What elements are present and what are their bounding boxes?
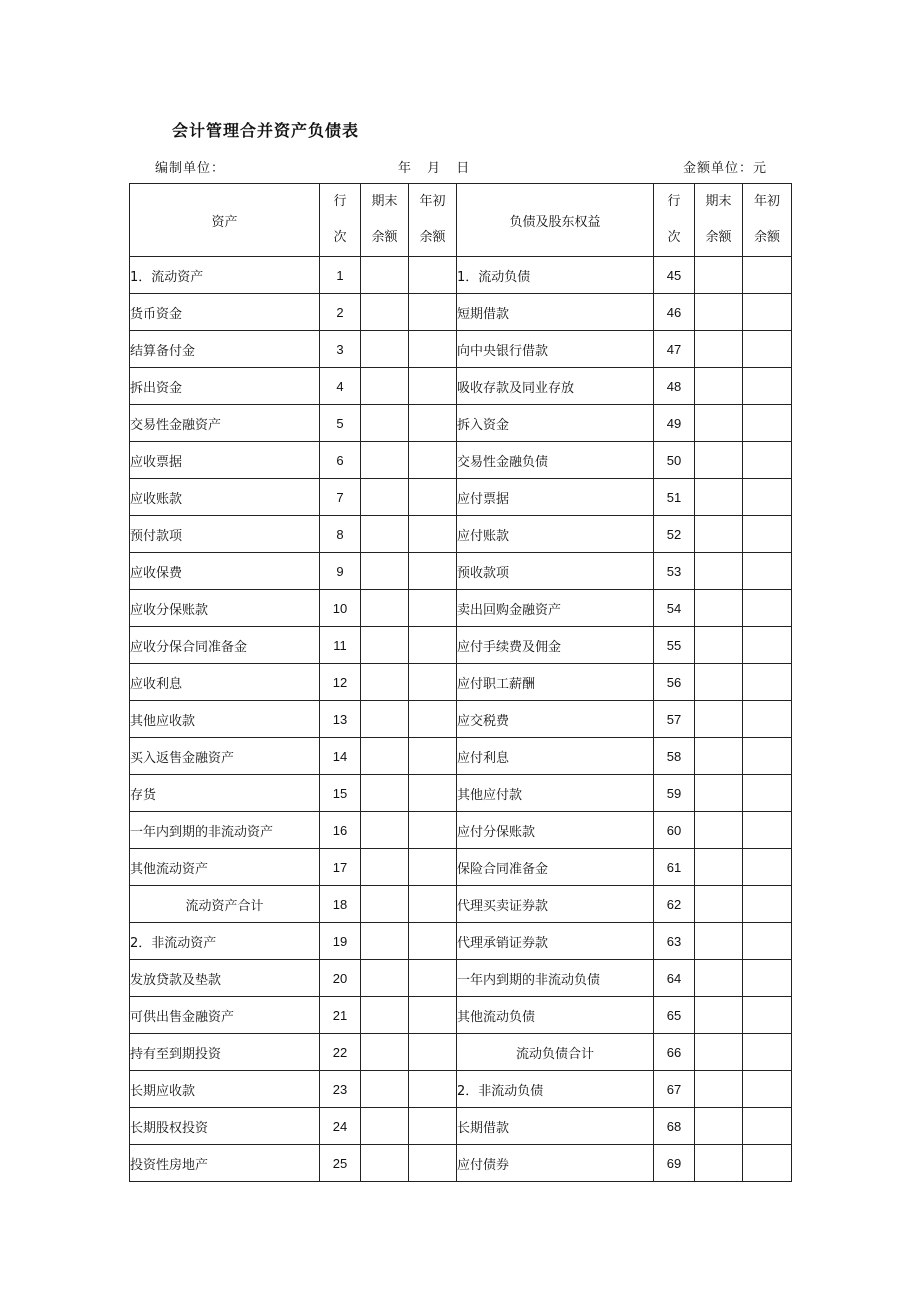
liability-name: 一年内到期的非流动负债 bbox=[457, 960, 654, 997]
asset-row-number: 23 bbox=[320, 1071, 361, 1108]
asset-begin-balance-cell[interactable] bbox=[409, 960, 457, 997]
asset-end-balance-cell[interactable] bbox=[361, 1145, 409, 1182]
liability-row-number: 62 bbox=[654, 886, 695, 923]
liability-end-balance-cell[interactable] bbox=[695, 1108, 743, 1145]
liability-end-balance-cell[interactable] bbox=[695, 331, 743, 368]
asset-row-number: 21 bbox=[320, 997, 361, 1034]
liability-row-number: 63 bbox=[654, 923, 695, 960]
liability-row-number: 64 bbox=[654, 960, 695, 997]
asset-row-number: 13 bbox=[320, 701, 361, 738]
table-row bbox=[130, 368, 792, 405]
header-begin-balance bbox=[409, 184, 457, 257]
liability-row-number: 69 bbox=[654, 1145, 695, 1182]
date-label: 年 月 日 bbox=[398, 161, 471, 176]
table-row bbox=[130, 997, 792, 1034]
liability-row-number: 60 bbox=[654, 812, 695, 849]
header-begin-balance-line1: 年初 bbox=[419, 194, 446, 209]
liability-begin-balance-cell[interactable] bbox=[743, 1108, 792, 1145]
header-end-balance-line2: 余额 bbox=[371, 230, 398, 245]
liability-begin-balance-cell[interactable] bbox=[743, 442, 792, 479]
liability-name: 长期借款 bbox=[457, 1108, 654, 1145]
asset-end-balance-cell[interactable] bbox=[361, 1071, 409, 1108]
liability-begin-balance-cell[interactable] bbox=[743, 405, 792, 442]
asset-begin-balance-cell[interactable] bbox=[409, 627, 457, 664]
liability-begin-balance-cell[interactable] bbox=[743, 664, 792, 701]
asset-row-number: 17 bbox=[320, 849, 361, 886]
liability-begin-balance-cell[interactable] bbox=[743, 886, 792, 923]
asset-name: 拆出资金 bbox=[130, 368, 320, 405]
liability-begin-balance-cell[interactable] bbox=[743, 997, 792, 1034]
asset-begin-balance-cell[interactable] bbox=[409, 738, 457, 775]
liability-name: 向中央银行借款 bbox=[457, 331, 654, 368]
header-row-number-right-line2: 次 bbox=[667, 230, 681, 245]
balance-sheet-table bbox=[129, 183, 792, 1182]
asset-end-balance-cell[interactable] bbox=[361, 997, 409, 1034]
liability-row-number: 49 bbox=[654, 405, 695, 442]
table-header-row bbox=[130, 184, 792, 257]
liability-name: 短期借款 bbox=[457, 294, 654, 331]
liability-end-balance-cell[interactable] bbox=[695, 960, 743, 997]
liability-begin-balance-cell[interactable] bbox=[743, 479, 792, 516]
liability-begin-balance-cell[interactable] bbox=[743, 1034, 792, 1071]
table-row bbox=[130, 553, 792, 590]
asset-name: 应收保费 bbox=[130, 553, 320, 590]
asset-begin-balance-cell[interactable] bbox=[409, 590, 457, 627]
asset-name: 应收利息 bbox=[130, 664, 320, 701]
asset-name: 交易性金融资产 bbox=[130, 405, 320, 442]
liability-end-balance-cell[interactable] bbox=[695, 664, 743, 701]
asset-end-balance-cell[interactable] bbox=[361, 553, 409, 590]
header-begin-balance-right-line1: 年初 bbox=[753, 194, 780, 209]
liability-name: 应付债券 bbox=[457, 1145, 654, 1182]
liability-row-number: 50 bbox=[654, 442, 695, 479]
liability-end-balance-cell[interactable] bbox=[695, 257, 743, 294]
liability-begin-balance-cell[interactable] bbox=[743, 627, 792, 664]
liability-name: 保险合同准备金 bbox=[457, 849, 654, 886]
liability-end-balance-cell[interactable] bbox=[695, 516, 743, 553]
asset-end-balance-cell[interactable] bbox=[361, 516, 409, 553]
liability-name: 其他应付款 bbox=[457, 775, 654, 812]
asset-end-balance-cell[interactable] bbox=[361, 923, 409, 960]
liability-row-number: 47 bbox=[654, 331, 695, 368]
liability-row-number: 67 bbox=[654, 1071, 695, 1108]
asset-row-number: 12 bbox=[320, 664, 361, 701]
liability-row-number: 68 bbox=[654, 1108, 695, 1145]
asset-end-balance-cell[interactable] bbox=[361, 331, 409, 368]
table-row bbox=[130, 664, 792, 701]
liability-name: 2．非流动负债 bbox=[457, 1071, 654, 1108]
asset-begin-balance-cell[interactable] bbox=[409, 664, 457, 701]
asset-name: 长期股权投资 bbox=[130, 1108, 320, 1145]
asset-begin-balance-cell[interactable] bbox=[409, 997, 457, 1034]
table-row bbox=[130, 479, 792, 516]
liability-end-balance-cell[interactable] bbox=[695, 294, 743, 331]
table-row bbox=[130, 775, 792, 812]
asset-end-balance-cell[interactable] bbox=[361, 1034, 409, 1071]
asset-name: 其他应收款 bbox=[130, 701, 320, 738]
asset-name: 应收分保账款 bbox=[130, 590, 320, 627]
liability-row-number: 58 bbox=[654, 738, 695, 775]
asset-name: 应收分保合同准备金 bbox=[130, 627, 320, 664]
liability-end-balance-cell[interactable] bbox=[695, 923, 743, 960]
asset-name: 1．流动资产 bbox=[130, 257, 320, 294]
table-row bbox=[130, 923, 792, 960]
liability-row-number: 52 bbox=[654, 516, 695, 553]
asset-end-balance-cell[interactable] bbox=[361, 368, 409, 405]
table-row bbox=[130, 849, 792, 886]
asset-name: 可供出售金融资产 bbox=[130, 997, 320, 1034]
asset-row-number: 1 bbox=[320, 257, 361, 294]
liability-row-number: 51 bbox=[654, 479, 695, 516]
liability-end-balance-cell[interactable] bbox=[695, 1145, 743, 1182]
liability-begin-balance-cell[interactable] bbox=[743, 294, 792, 331]
liability-row-number: 46 bbox=[654, 294, 695, 331]
asset-name: 存货 bbox=[130, 775, 320, 812]
asset-begin-balance-cell[interactable] bbox=[409, 368, 457, 405]
asset-begin-balance-cell[interactable] bbox=[409, 479, 457, 516]
asset-row-number: 7 bbox=[320, 479, 361, 516]
liability-name: 应付职工薪酬 bbox=[457, 664, 654, 701]
liability-begin-balance-cell[interactable] bbox=[743, 738, 792, 775]
currency-unit-label: 金额单位：元 bbox=[683, 161, 768, 176]
header-end-balance-right-line2: 余额 bbox=[705, 230, 732, 245]
asset-row-number: 3 bbox=[320, 331, 361, 368]
table-row bbox=[130, 405, 792, 442]
liability-name: 应付利息 bbox=[457, 738, 654, 775]
header-end-balance-line1: 期末 bbox=[371, 194, 398, 209]
asset-end-balance-cell[interactable] bbox=[361, 405, 409, 442]
asset-name: 流动资产合计 bbox=[130, 886, 320, 923]
asset-row-number: 14 bbox=[320, 738, 361, 775]
header-assets: 资产 bbox=[130, 184, 320, 257]
liability-begin-balance-cell[interactable] bbox=[743, 849, 792, 886]
asset-name: 一年内到期的非流动资产 bbox=[130, 812, 320, 849]
liability-begin-balance-cell[interactable] bbox=[743, 812, 792, 849]
liability-end-balance-cell[interactable] bbox=[695, 812, 743, 849]
prepared-by-label: 编制单位： bbox=[155, 161, 226, 176]
asset-end-balance-cell[interactable] bbox=[361, 257, 409, 294]
asset-end-balance-cell[interactable] bbox=[361, 738, 409, 775]
asset-name: 其他流动资产 bbox=[130, 849, 320, 886]
liability-row-number: 48 bbox=[654, 368, 695, 405]
table-row bbox=[130, 886, 792, 923]
liability-end-balance-cell[interactable] bbox=[695, 627, 743, 664]
liability-end-balance-cell[interactable] bbox=[695, 849, 743, 886]
asset-begin-balance-cell[interactable] bbox=[409, 701, 457, 738]
asset-begin-balance-cell[interactable] bbox=[409, 775, 457, 812]
liability-name: 交易性金融负债 bbox=[457, 442, 654, 479]
liability-begin-balance-cell[interactable] bbox=[743, 516, 792, 553]
asset-end-balance-cell[interactable] bbox=[361, 701, 409, 738]
asset-begin-balance-cell[interactable] bbox=[409, 1034, 457, 1071]
asset-row-number: 22 bbox=[320, 1034, 361, 1071]
asset-name: 买入返售金融资产 bbox=[130, 738, 320, 775]
page-title: 会计管理合并资产负债表 bbox=[172, 121, 360, 140]
asset-row-number: 9 bbox=[320, 553, 361, 590]
asset-row-number: 18 bbox=[320, 886, 361, 923]
asset-row-number: 19 bbox=[320, 923, 361, 960]
liability-begin-balance-cell[interactable] bbox=[743, 331, 792, 368]
asset-row-number: 25 bbox=[320, 1145, 361, 1182]
liability-end-balance-cell[interactable] bbox=[695, 738, 743, 775]
asset-end-balance-cell[interactable] bbox=[361, 294, 409, 331]
asset-begin-balance-cell[interactable] bbox=[409, 1145, 457, 1182]
asset-row-number: 16 bbox=[320, 812, 361, 849]
asset-end-balance-cell[interactable] bbox=[361, 960, 409, 997]
liability-begin-balance-cell[interactable] bbox=[743, 257, 792, 294]
table-row bbox=[130, 590, 792, 627]
table-row bbox=[130, 1145, 792, 1182]
liability-begin-balance-cell[interactable] bbox=[743, 701, 792, 738]
asset-begin-balance-cell[interactable] bbox=[409, 553, 457, 590]
asset-end-balance-cell[interactable] bbox=[361, 627, 409, 664]
header-row-number bbox=[320, 184, 361, 257]
asset-begin-balance-cell[interactable] bbox=[409, 405, 457, 442]
asset-name: 持有至到期投资 bbox=[130, 1034, 320, 1071]
liability-name: 吸收存款及同业存放 bbox=[457, 368, 654, 405]
header-row-number-right bbox=[654, 184, 695, 257]
asset-begin-balance-cell[interactable] bbox=[409, 294, 457, 331]
asset-row-number: 8 bbox=[320, 516, 361, 553]
asset-end-balance-cell[interactable] bbox=[361, 1108, 409, 1145]
header-end-balance-right-line1: 期末 bbox=[705, 194, 732, 209]
asset-begin-balance-cell[interactable] bbox=[409, 516, 457, 553]
asset-begin-balance-cell[interactable] bbox=[409, 812, 457, 849]
asset-begin-balance-cell[interactable] bbox=[409, 442, 457, 479]
asset-end-balance-cell[interactable] bbox=[361, 442, 409, 479]
table-row bbox=[130, 1108, 792, 1145]
liability-end-balance-cell[interactable] bbox=[695, 405, 743, 442]
liability-end-balance-cell[interactable] bbox=[695, 553, 743, 590]
asset-name: 应收票据 bbox=[130, 442, 320, 479]
liability-begin-balance-cell[interactable] bbox=[743, 923, 792, 960]
liability-name: 应付分保账款 bbox=[457, 812, 654, 849]
asset-begin-balance-cell[interactable] bbox=[409, 1108, 457, 1145]
asset-begin-balance-cell[interactable] bbox=[409, 886, 457, 923]
liability-end-balance-cell[interactable] bbox=[695, 997, 743, 1034]
header-liabilities-equity: 负债及股东权益 bbox=[457, 184, 654, 257]
header-row-number-line1: 行 bbox=[333, 194, 347, 209]
liability-end-balance-cell[interactable] bbox=[695, 775, 743, 812]
liability-end-balance-cell[interactable] bbox=[695, 368, 743, 405]
liability-row-number: 61 bbox=[654, 849, 695, 886]
liability-name: 代理买卖证券款 bbox=[457, 886, 654, 923]
asset-begin-balance-cell[interactable] bbox=[409, 849, 457, 886]
liability-name: 代理承销证券款 bbox=[457, 923, 654, 960]
table-row bbox=[130, 516, 792, 553]
asset-end-balance-cell[interactable] bbox=[361, 590, 409, 627]
table-row bbox=[130, 738, 792, 775]
liability-end-balance-cell[interactable] bbox=[695, 1034, 743, 1071]
table-row bbox=[130, 812, 792, 849]
asset-end-balance-cell[interactable] bbox=[361, 886, 409, 923]
header-begin-balance-line2: 余额 bbox=[419, 230, 446, 245]
liability-name: 应付票据 bbox=[457, 479, 654, 516]
table-row bbox=[130, 1034, 792, 1071]
table-row bbox=[130, 627, 792, 664]
liability-name: 应交税费 bbox=[457, 701, 654, 738]
liability-name: 应付手续费及佣金 bbox=[457, 627, 654, 664]
asset-row-number: 11 bbox=[320, 627, 361, 664]
liability-row-number: 59 bbox=[654, 775, 695, 812]
asset-name: 发放贷款及垫款 bbox=[130, 960, 320, 997]
liability-end-balance-cell[interactable] bbox=[695, 701, 743, 738]
table-row bbox=[130, 331, 792, 368]
liability-row-number: 45 bbox=[654, 257, 695, 294]
liability-name: 卖出回购金融资产 bbox=[457, 590, 654, 627]
asset-end-balance-cell[interactable] bbox=[361, 775, 409, 812]
asset-name: 长期应收款 bbox=[130, 1071, 320, 1108]
asset-end-balance-cell[interactable] bbox=[361, 849, 409, 886]
asset-row-number: 6 bbox=[320, 442, 361, 479]
header-end-balance bbox=[361, 184, 409, 257]
asset-end-balance-cell[interactable] bbox=[361, 479, 409, 516]
asset-row-number: 20 bbox=[320, 960, 361, 997]
liability-row-number: 54 bbox=[654, 590, 695, 627]
liability-name: 其他流动负债 bbox=[457, 997, 654, 1034]
asset-end-balance-cell[interactable] bbox=[361, 664, 409, 701]
liability-begin-balance-cell[interactable] bbox=[743, 960, 792, 997]
liability-row-number: 57 bbox=[654, 701, 695, 738]
asset-row-number: 5 bbox=[320, 405, 361, 442]
asset-name: 2．非流动资产 bbox=[130, 923, 320, 960]
asset-begin-balance-cell[interactable] bbox=[409, 1071, 457, 1108]
header-row-number-line2: 次 bbox=[333, 230, 347, 245]
asset-begin-balance-cell[interactable] bbox=[409, 923, 457, 960]
asset-end-balance-cell[interactable] bbox=[361, 812, 409, 849]
header-begin-balance-right-line2: 余额 bbox=[753, 230, 780, 245]
liability-row-number: 56 bbox=[654, 664, 695, 701]
asset-row-number: 2 bbox=[320, 294, 361, 331]
table-row bbox=[130, 1071, 792, 1108]
liability-name: 应付账款 bbox=[457, 516, 654, 553]
liability-end-balance-cell[interactable] bbox=[695, 886, 743, 923]
asset-row-number: 10 bbox=[320, 590, 361, 627]
liability-end-balance-cell[interactable] bbox=[695, 442, 743, 479]
asset-name: 结算备付金 bbox=[130, 331, 320, 368]
liability-name: 流动负债合计 bbox=[457, 1034, 654, 1071]
table-row bbox=[130, 294, 792, 331]
liability-begin-balance-cell[interactable] bbox=[743, 553, 792, 590]
liability-begin-balance-cell[interactable] bbox=[743, 775, 792, 812]
asset-name: 投资性房地产 bbox=[130, 1145, 320, 1182]
header-begin-balance-right bbox=[743, 184, 792, 257]
liability-begin-balance-cell[interactable] bbox=[743, 590, 792, 627]
liability-end-balance-cell[interactable] bbox=[695, 1071, 743, 1108]
liability-end-balance-cell[interactable] bbox=[695, 479, 743, 516]
header-row-number-right-line1: 行 bbox=[667, 194, 681, 209]
liability-begin-balance-cell[interactable] bbox=[743, 1145, 792, 1182]
liability-row-number: 65 bbox=[654, 997, 695, 1034]
asset-row-number: 15 bbox=[320, 775, 361, 812]
header-end-balance-right bbox=[695, 184, 743, 257]
asset-row-number: 24 bbox=[320, 1108, 361, 1145]
table-row bbox=[130, 701, 792, 738]
liability-name: 预收款项 bbox=[457, 553, 654, 590]
asset-begin-balance-cell[interactable] bbox=[409, 331, 457, 368]
liability-row-number: 55 bbox=[654, 627, 695, 664]
liability-end-balance-cell[interactable] bbox=[695, 590, 743, 627]
liability-name: 1．流动负债 bbox=[457, 257, 654, 294]
liability-begin-balance-cell[interactable] bbox=[743, 1071, 792, 1108]
asset-name: 预付款项 bbox=[130, 516, 320, 553]
asset-name: 货币资金 bbox=[130, 294, 320, 331]
liability-row-number: 53 bbox=[654, 553, 695, 590]
liability-name: 拆入资金 bbox=[457, 405, 654, 442]
asset-row-number: 4 bbox=[320, 368, 361, 405]
asset-begin-balance-cell[interactable] bbox=[409, 257, 457, 294]
liability-row-number: 66 bbox=[654, 1034, 695, 1071]
asset-name: 应收账款 bbox=[130, 479, 320, 516]
table-row bbox=[130, 442, 792, 479]
table-row bbox=[130, 257, 792, 294]
table-row bbox=[130, 960, 792, 997]
liability-begin-balance-cell[interactable] bbox=[743, 368, 792, 405]
